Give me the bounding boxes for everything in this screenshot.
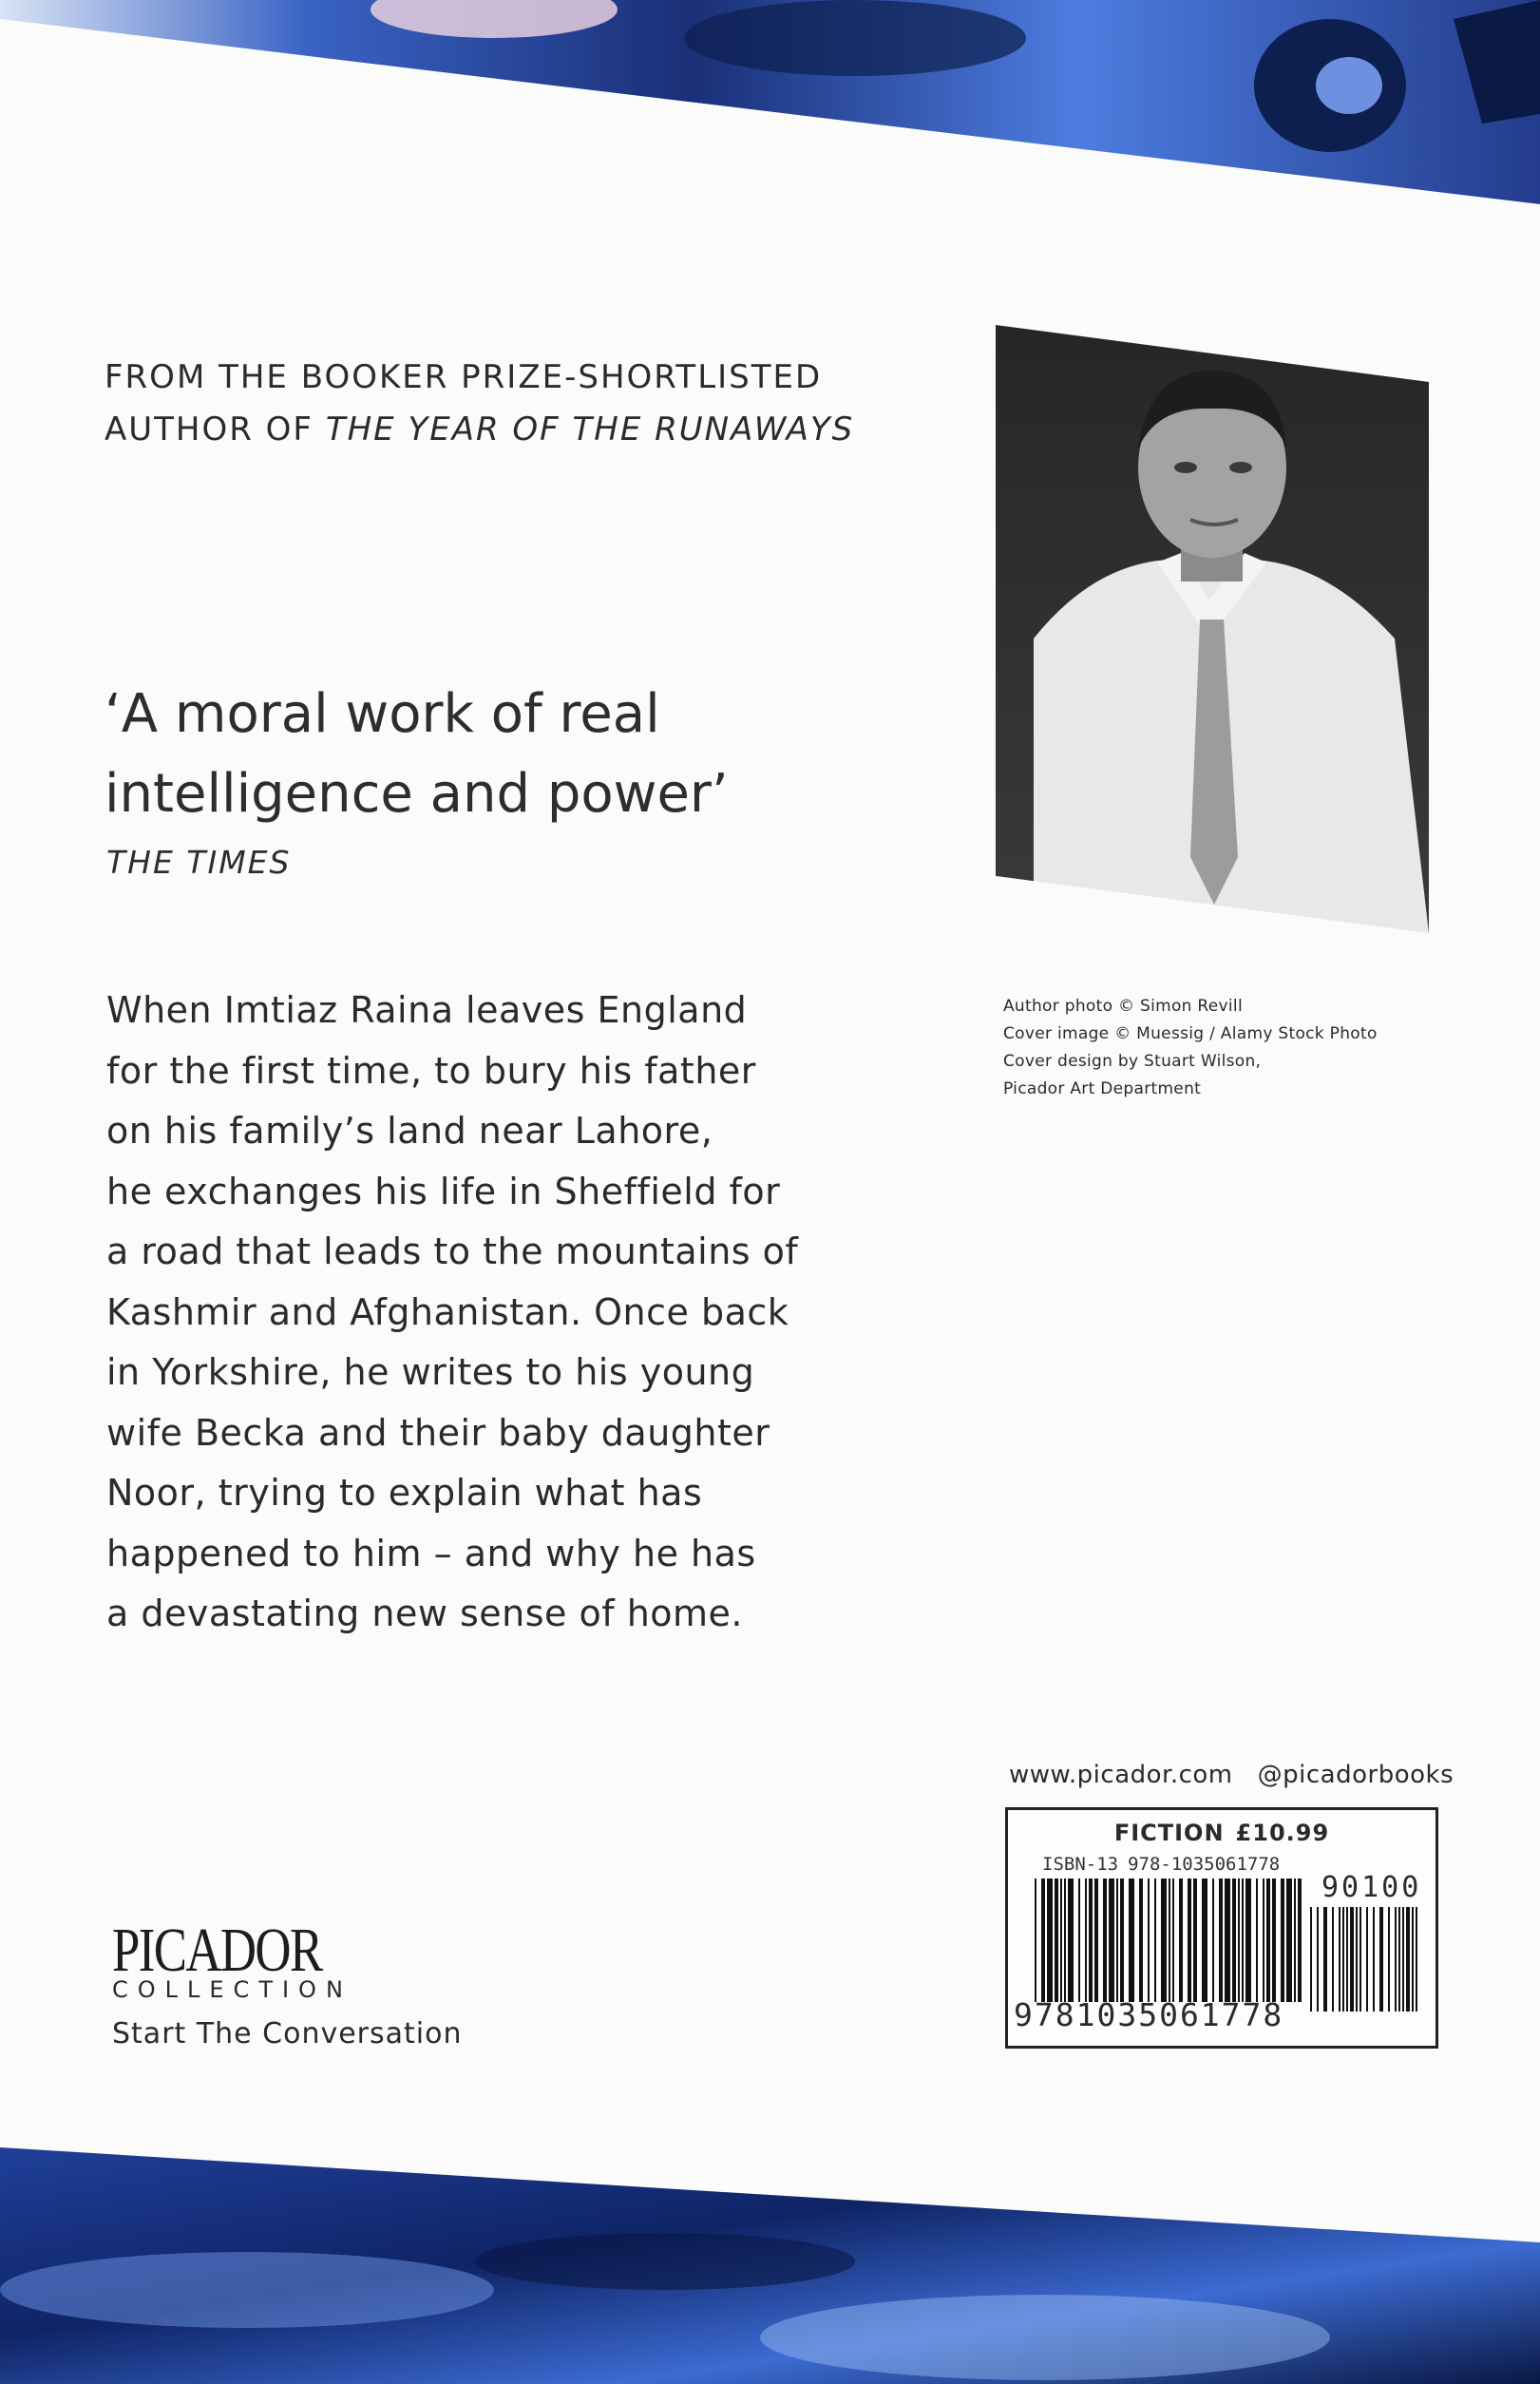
review-quote: ‘A moral work of real intelligence and power’ xyxy=(105,683,729,825)
strapline-prefix: AUTHOR OF xyxy=(105,410,326,448)
barcode-bar xyxy=(1266,1879,1270,2002)
barcode-bar xyxy=(1263,1879,1264,2002)
barcode-bar xyxy=(1120,1879,1124,2002)
author-photo xyxy=(996,325,1429,933)
cover-art-bottom xyxy=(0,2147,1540,2384)
barcode-bar xyxy=(1219,1879,1223,2002)
barcode-bar xyxy=(1068,1879,1074,2002)
barcode-bar xyxy=(1317,1907,1319,2012)
addon-digits: 90100 xyxy=(1321,1871,1422,1904)
blurb-line: Kashmir and Afghanistan. Once back xyxy=(106,1290,789,1333)
credit-line: Cover image © Muessig / Alamy Stock Photo xyxy=(1003,1024,1378,1043)
blurb-line: happened to him – and why he has xyxy=(106,1532,756,1574)
category-label: FICTION xyxy=(1113,1820,1225,1846)
barcode-bar xyxy=(1298,1879,1302,2002)
blurb-line: in Yorkshire, he writes to his young xyxy=(106,1351,755,1393)
publisher-web xyxy=(1009,1761,1478,1789)
barcode-bar xyxy=(1094,1879,1098,2002)
barcode-bar xyxy=(1242,1879,1244,2002)
blurb-line: he exchanges his life in Sheffield for xyxy=(106,1170,781,1212)
barcode-bar xyxy=(1089,1879,1093,2002)
credit-line: Author photo © Simon Revill xyxy=(1003,997,1243,1016)
barcode-bar xyxy=(1103,1879,1107,2002)
barcode-bar xyxy=(1085,1879,1087,2002)
barcode-bar xyxy=(1281,1879,1284,2002)
barcode-bar xyxy=(1272,1879,1276,2002)
barcode-bar xyxy=(1342,1907,1344,2012)
barcode-bar xyxy=(1286,1879,1292,2002)
barcode-bar xyxy=(1035,1879,1036,2002)
barcode-bar xyxy=(1412,1907,1414,2012)
barcode-bar xyxy=(1064,1879,1066,2002)
barcode-bar xyxy=(1373,1907,1375,2012)
isbn-value: 978-1035061778 xyxy=(1128,1854,1281,1875)
barcode-bar xyxy=(1323,1907,1327,2012)
barcode-bar xyxy=(1116,1879,1118,2002)
publisher-logo: PICADOR xyxy=(112,1916,322,1985)
barcode-bar xyxy=(1245,1879,1251,2002)
blurb-line: for the first time, to bury his father xyxy=(106,1049,756,1092)
barcode-bar xyxy=(1398,1907,1400,2012)
strapline-book-title: THE YEAR OF THE RUNAWAYS xyxy=(325,410,855,448)
cover-art-top xyxy=(0,0,1540,219)
barcode-bar xyxy=(1041,1879,1045,2002)
barcode-bar xyxy=(1346,1907,1348,2012)
credit-line: Picador Art Department xyxy=(1003,1079,1202,1098)
barcode-bar xyxy=(1169,1879,1170,2002)
strapline-line2 xyxy=(105,404,854,456)
barcode-bar xyxy=(1416,1907,1417,2012)
barcode-bar xyxy=(1406,1907,1410,2012)
blurb-line: on his family’s land near Lahore, xyxy=(106,1110,713,1152)
barcode-bar xyxy=(1356,1907,1358,2012)
barcode-bar xyxy=(1402,1907,1404,2012)
barcode-bar xyxy=(1238,1879,1240,2002)
social-handle[interactable]: @picadorbooks xyxy=(1257,1761,1454,1789)
barcode-bar xyxy=(1109,1879,1114,2002)
barcode-digits: 9781035061778 xyxy=(1014,1996,1284,2033)
barcode-bar xyxy=(1047,1879,1053,2002)
addon-bars xyxy=(1308,1907,1422,2013)
barcode-bar xyxy=(1148,1879,1150,2002)
barcode-bar xyxy=(1339,1907,1340,2012)
barcode-bar xyxy=(1202,1879,1207,2002)
barcode-bar xyxy=(1172,1879,1174,2002)
barcode-bar xyxy=(1256,1879,1258,2002)
blurb-line: a devastating new sense of home. xyxy=(106,1593,744,1634)
isbn-label: ISBN-13 xyxy=(1042,1854,1119,1875)
barcode-bar xyxy=(1350,1907,1354,2012)
barcode-bars xyxy=(1033,1879,1303,2012)
strapline-line1: FROM THE BOOKER PRIZE-SHORTLISTED xyxy=(105,358,823,396)
quote-source: THE TIMES xyxy=(106,844,292,881)
barcode-box xyxy=(1005,1807,1438,2049)
barcode-bar xyxy=(1055,1879,1058,2002)
barcode-title xyxy=(1008,1820,1435,1846)
blurb-line: When Imtiaz Raina leaves England xyxy=(106,989,748,1031)
barcode-bar xyxy=(1129,1879,1134,2002)
strapline xyxy=(105,352,854,456)
barcode-bar xyxy=(1212,1879,1214,2002)
credit-line: Cover design by Stuart Wilson, xyxy=(1003,1052,1262,1071)
publisher-logo-sub: COLLECTION xyxy=(112,1976,352,2003)
barcode-bar xyxy=(1232,1879,1236,2002)
cover-credits xyxy=(1003,993,1378,1103)
blurb-line: wife Becka and their baby daughter xyxy=(106,1411,770,1454)
barcode-bar xyxy=(1188,1879,1191,2002)
barcode-bar xyxy=(1310,1907,1312,2012)
barcode-bar xyxy=(1078,1879,1080,2002)
website-link[interactable]: www.picador.com xyxy=(1009,1761,1233,1789)
barcode-bar xyxy=(1359,1907,1361,2012)
barcode-bar xyxy=(1379,1907,1383,2012)
blurb xyxy=(106,981,866,1645)
barcode-bar xyxy=(1332,1907,1334,2012)
barcode-bar xyxy=(1366,1907,1368,2012)
barcode-bar xyxy=(1060,1879,1062,2002)
barcode-bar xyxy=(1154,1879,1156,2002)
blurb-line: Noor, trying to explain what has xyxy=(106,1472,703,1514)
barcode-bar xyxy=(1161,1879,1167,2002)
barcode-bar xyxy=(1193,1879,1197,2002)
isbn-row xyxy=(1042,1854,1289,1875)
blurb-line: a road that leads to the mountains of xyxy=(106,1230,799,1272)
barcode-bar xyxy=(1294,1879,1296,2002)
price-label: £10.99 xyxy=(1235,1820,1330,1846)
barcode-bar xyxy=(1139,1879,1143,2002)
publisher-tagline: Start The Conversation xyxy=(112,2017,463,2050)
barcode-bar xyxy=(1395,1907,1397,2012)
barcode-bar xyxy=(1225,1879,1230,2002)
barcode-bar xyxy=(1179,1879,1183,2002)
barcode-bar xyxy=(1388,1907,1390,2012)
